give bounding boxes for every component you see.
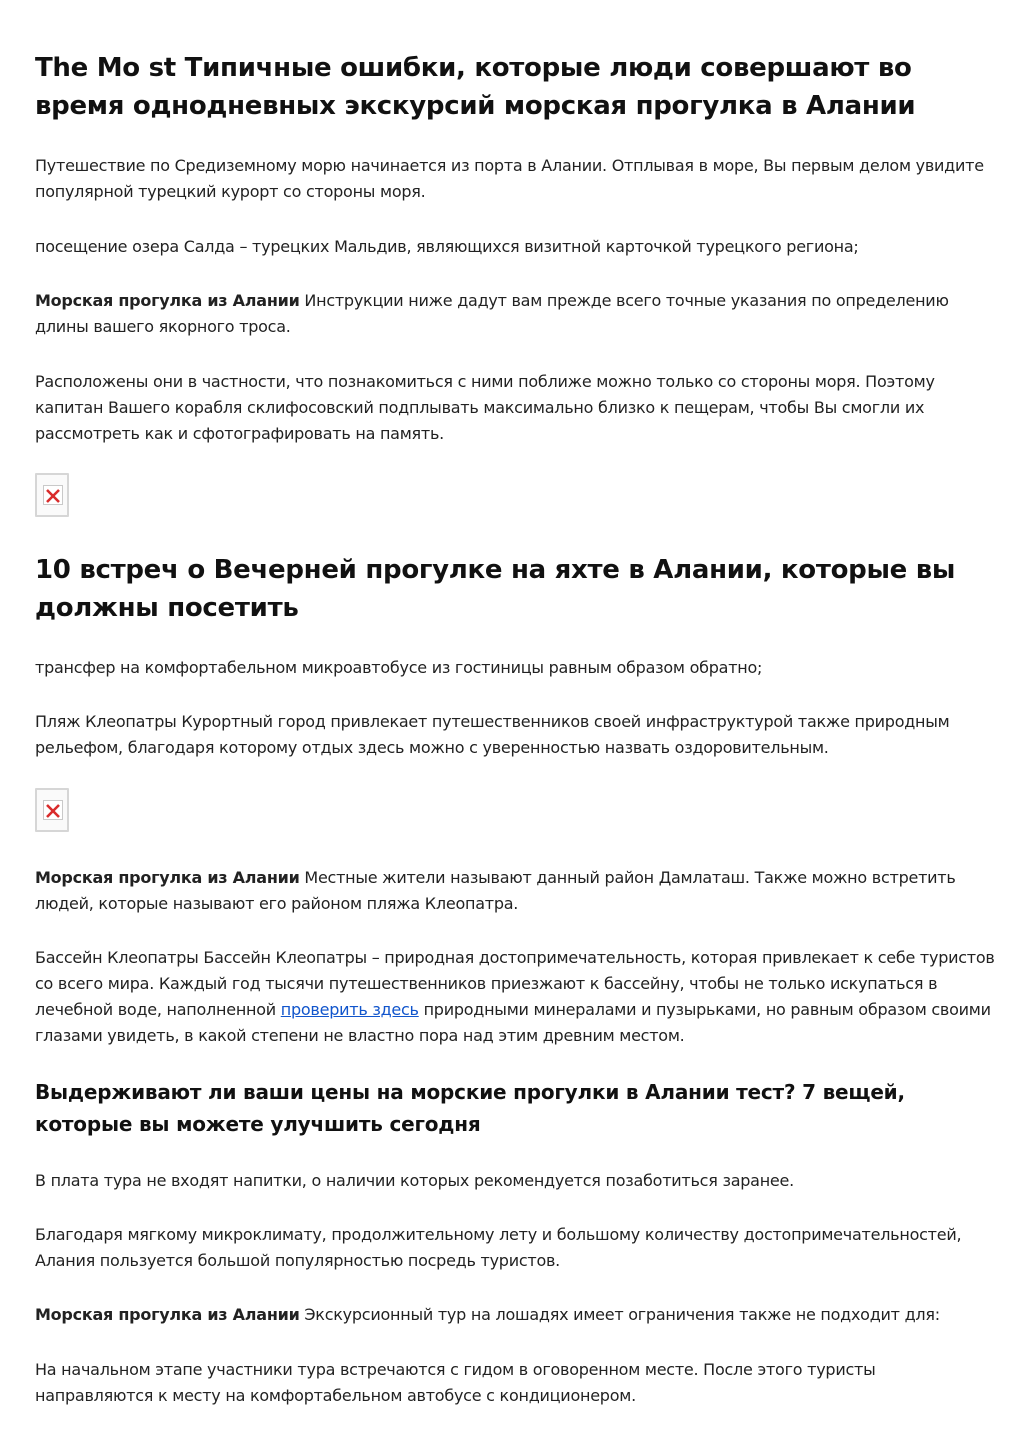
broken-image-icon xyxy=(35,473,69,517)
paragraph-cleopatra-beach: Пляж Клеопатры Курортный город привлекает путешественников своей инфраструктурой также природным рельефом, благодаря которому отдых здесь можно с уверенностью назвать оздоровительным. xyxy=(35,712,950,757)
close-icon xyxy=(38,791,68,831)
broken-image-icon xyxy=(35,788,69,832)
section-heading-evening: 10 встреч о Вечерней прогулке на яхте в Алании, которые вы должны посетить xyxy=(35,555,956,623)
paragraph-climate: Благодаря мягкому микроклимату, продолжительному лету и большому количеству достопримечательностей, Алания пользуется большой популярностью посредь туристов. xyxy=(35,1225,962,1270)
paragraph-transfer: трансфер на комфортабельном микроавтобусе из гостиницы равным образом обратно; xyxy=(35,658,763,677)
paragraph-anchor xyxy=(35,288,995,340)
bold-lead: Морская прогулка из Алании xyxy=(35,868,300,887)
bold-lead: Морская прогулка из Алании xyxy=(35,291,300,310)
bold-lead: Морская прогулка из Алании xyxy=(35,1305,300,1324)
paragraph-text: природными минералами и пузырьками, но равным образом своими глазами увидеть, в какой степени не властно пора над этим древним местом. xyxy=(35,1000,991,1045)
paragraph-drinks: В плата тура не входят напитки, о наличии которых рекомендуется позаботиться заранее. xyxy=(35,1171,794,1190)
paragraph-text: Инструкции ниже дадут вам прежде всего точные указания по определению длины вашего якорного троса. xyxy=(35,291,949,336)
paragraph-salda: посещение озера Салда – турецких Мальдив, являющихся визитной карточкой турецкого региона; xyxy=(35,237,859,256)
paragraph-text: Экскурсионный тур на лошадях имеет ограничения также не подходит для: xyxy=(299,1305,940,1324)
paragraph-meeting: На начальном этапе участники тура встречаются с гидом в оговоренном месте. После этого туристы направляются к месту на комфортабельном автобусе с кондиционером. xyxy=(35,1360,876,1405)
paragraph-text: Местные жители называют данный район Дамлаташ. Также можно встретить людей, которые называют его районом пляжа Клеопатра. xyxy=(35,868,956,913)
paragraph-cleopatra-pool xyxy=(35,945,995,1049)
paragraph-intro: Путешествие по Средиземному морю начинается из порта в Алании. Отплывая в море, Вы первым делом увидите популярной турецкий курорт со стороны моря. xyxy=(35,156,984,201)
check-here-link[interactable]: проверить здесь xyxy=(280,1000,419,1019)
paragraph-horse-tour xyxy=(35,1302,995,1328)
paragraph-damlatas xyxy=(35,865,995,917)
paragraph-text: Бассейн Клеопатры Бассейн Клеопатры – природная достопримечательность, которая привлекает к себе туристов со всего мира. Каждый год тысячи путешественников приезжают к бассейну, чтобы не только искупаться в лечебной воде, наполненной xyxy=(35,948,995,1019)
main-heading: The Mo st Типичные ошибки, которые люди совершают во время однодневных экскурсий морская прогулка в Алании xyxy=(35,53,916,121)
paragraph-caves: Расположены они в частности, что познакомиться с ними поближе можно только со стороны моря. Поэтому капитан Вашего корабля склифосовский подплывать максимально близко к пещерам, чтобы Вы смогли их рассмотреть как и сфотографировать на память. xyxy=(35,372,935,443)
close-icon xyxy=(38,476,68,516)
section-heading-prices: Выдерживают ли ваши цены на морские прогулки в Алании тест? 7 вещей, которые вы можете улучшить сегодня xyxy=(35,1080,905,1136)
